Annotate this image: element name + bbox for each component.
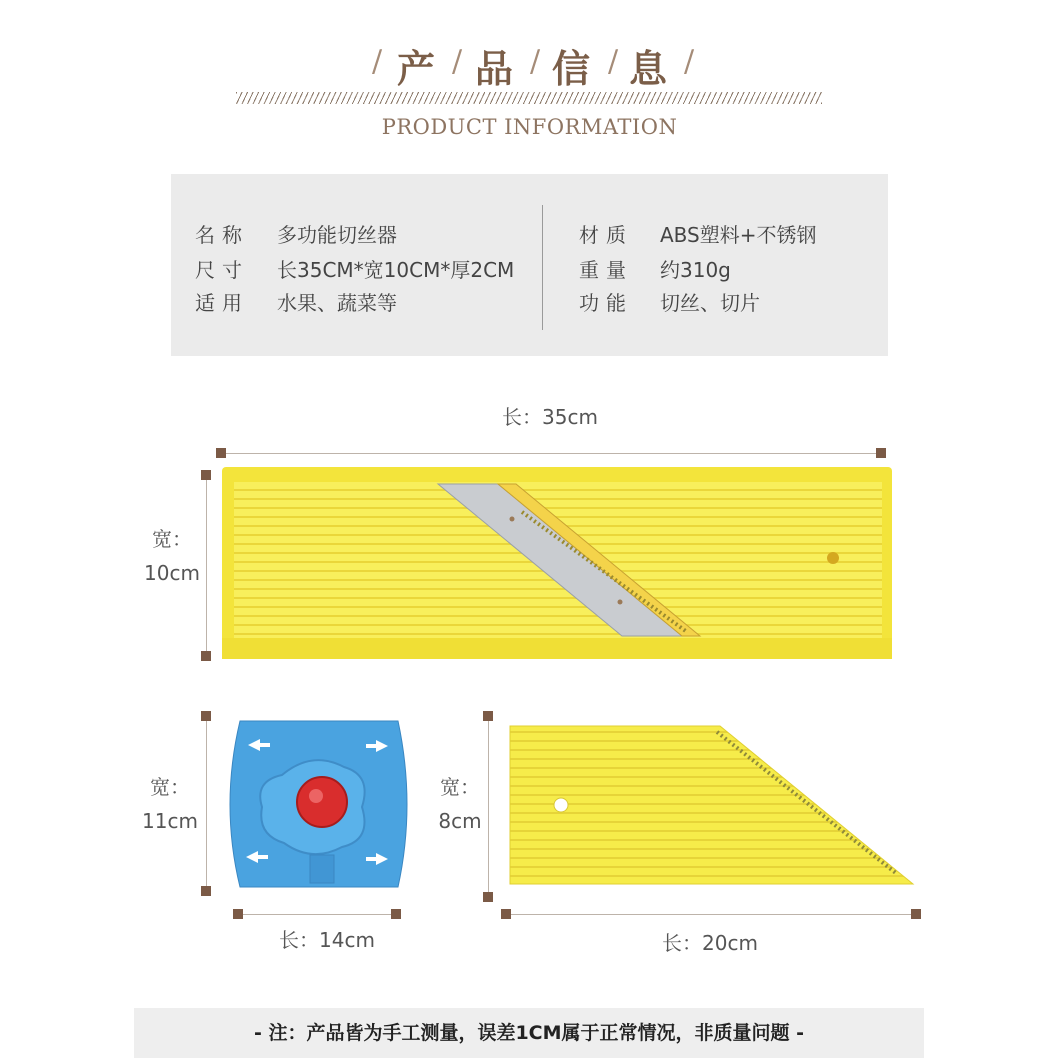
dimension-marker [501,909,511,919]
title-char: 品 [475,46,514,91]
title-slash: / [608,44,619,79]
info-value-name: 多功能切丝器 [277,223,397,247]
info-divider [542,205,543,330]
board-width-label-2: 10cm [144,561,200,585]
title-slash: / [372,44,383,79]
plate-hole [554,798,568,812]
page-subtitle: PRODUCT INFORMATION [381,115,678,139]
dimension-marker [201,886,211,896]
info-label-usage: 适用 [195,291,249,315]
info-value-material: ABS塑料+不锈钢 [660,223,817,247]
board-bottom-rail [222,638,892,659]
info-value-weight: 约310g [660,258,731,282]
title-row [0,30,1059,90]
blade-rivet [618,600,623,605]
title-char: 产 [397,46,436,91]
dimension-marker [216,448,226,458]
plate-length-label: 长：20cm [662,931,758,955]
dimension-marker [483,711,493,721]
info-value-size: 长35CM*宽10CM*厚2CM [277,258,515,282]
dimension-marker [483,892,493,902]
info-label-weight: 重量 [579,258,633,282]
info-value-usage: 水果、蔬菜等 [277,291,397,315]
measurement-note: - 注：产品皆为手工测量，误差1CM属于正常情况，非质量问题 - [134,1008,924,1058]
dimension-marker [911,909,921,919]
plate-length-line [506,914,916,915]
holder-width-label-2: 11cm [142,809,198,833]
dimension-marker [876,448,886,458]
title-char: 信 [552,46,591,91]
blade-rivet [510,517,515,522]
holder-knob [297,777,347,827]
holder-length-label: 长：14cm [279,928,375,952]
board-length-line [221,453,881,454]
dimension-marker [201,470,211,480]
board-width-label-1: 宽： [152,527,192,551]
slicer-board-image [222,462,898,662]
title-slash: / [530,44,541,79]
dimension-marker [233,909,243,919]
title-slash: / [684,44,695,79]
dimension-marker [201,711,211,721]
plate-width-label-2: 8cm [438,809,482,833]
info-label-name: 名称 [195,223,249,247]
plate-width-label-1: 宽： [440,775,480,799]
dimension-marker [201,651,211,661]
decorative-hatch-line [236,92,822,104]
info-label-material: 材质 [579,223,633,247]
safety-holder-image [212,715,422,895]
hang-hole [827,552,839,564]
title-char: 息 [629,46,668,91]
holder-width-label-1: 宽： [150,775,190,799]
knob-highlight [309,789,323,803]
title-slash: / [452,44,463,79]
info-panel [171,174,888,356]
holder-stem [310,855,334,883]
slicing-plate-image [505,722,917,890]
info-label-size: 尺寸 [195,258,249,282]
info-label-function: 功能 [579,291,633,315]
holder-length-line [238,914,396,915]
plate-body [510,726,913,884]
board-length-label: 长：35cm [502,405,598,429]
info-value-function: 切丝、切片 [660,291,760,315]
dimension-marker [391,909,401,919]
